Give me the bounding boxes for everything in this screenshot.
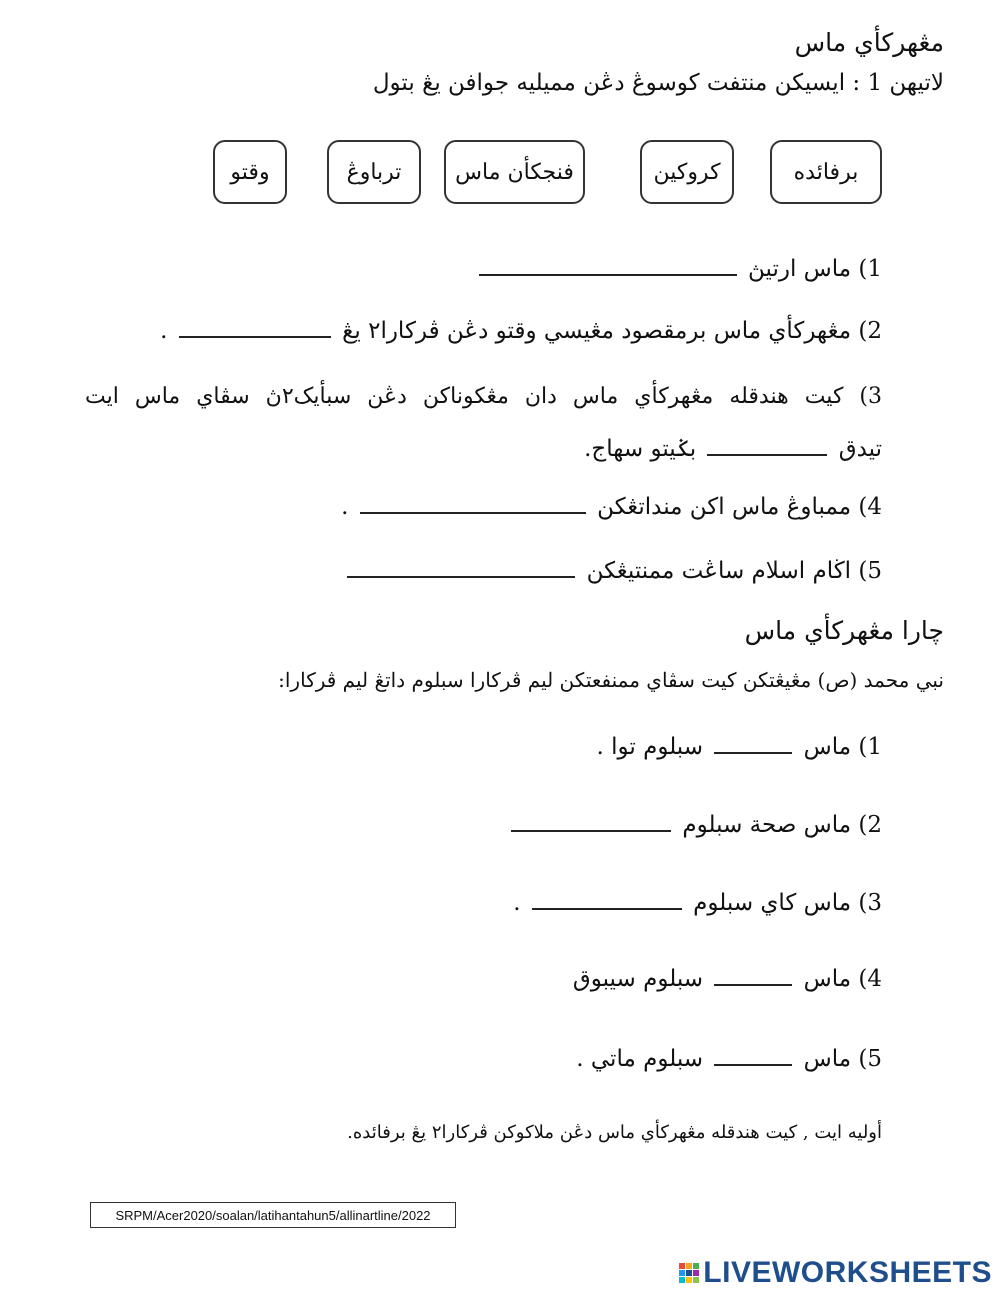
word-label: برفائده	[793, 159, 859, 185]
word-bank-option-1[interactable]	[770, 140, 882, 204]
item-prefix: 3) ماس کاي سبلوم	[693, 890, 882, 916]
item-prefix: 2) ماس صحة سبلوم	[682, 812, 882, 838]
item-suffix: سبلوم توا .	[596, 734, 704, 760]
word-bank-option-4[interactable]	[327, 140, 421, 204]
item-suffix: سبلوم سيبوق	[572, 966, 704, 992]
item-suffix: سبلوم ماتي .	[576, 1046, 704, 1072]
list-item	[573, 966, 882, 992]
reference-text: SRPM/Acer2020/soalan/latihantahun5/allinartline/2022	[115, 1207, 431, 1223]
logo-cell	[679, 1277, 685, 1283]
question-2	[160, 318, 882, 344]
answer-blank-s2-4[interactable]	[714, 984, 792, 986]
footnote: أوليه ايت , کيت هندقله مڠهرکأي ماس دڠن ملاکوکن ڤرکارا٢ يڠ برفائده.	[347, 1122, 882, 1143]
answer-blank-5[interactable]	[347, 576, 575, 578]
logo-cell	[693, 1270, 699, 1276]
question-text: 5) اڬام اسلام ساڠت ممنتيڠکن	[586, 558, 882, 584]
page-title: مڠهرکأي ماس	[794, 28, 944, 57]
answer-blank-1[interactable]	[479, 274, 737, 276]
logo-grid-icon	[679, 1263, 699, 1283]
word-bank-option-2[interactable]	[640, 140, 734, 204]
liveworksheets-logo	[679, 1256, 992, 1290]
word-label: ترباوڠ	[346, 159, 402, 185]
answer-blank-s2-1[interactable]	[714, 752, 792, 754]
word-label: کروکين	[653, 159, 721, 185]
question-suffix: بݢيتو سهاج.	[584, 436, 697, 462]
logo-cell	[686, 1270, 692, 1276]
item-prefix: 5) ماس	[803, 1046, 882, 1072]
word-label: فنجکأن ماس	[455, 159, 574, 185]
question-text: تيدق	[838, 436, 882, 462]
question-1	[475, 256, 882, 282]
logo-cell	[693, 1263, 699, 1269]
question-text: 4) ممباوڠ ماس اکن منداتڠکن	[597, 494, 882, 520]
question-3-line-1: 3) کيت هندقله مڠهرکأي ماس دان مڠکوناکن دڠن سبأيک٢ڽ سڤاي ماس ايت	[85, 384, 882, 409]
answer-blank-2[interactable]	[179, 336, 331, 338]
reference-box	[90, 1202, 456, 1228]
list-item	[513, 890, 882, 916]
logo-cell	[693, 1277, 699, 1283]
logo-cell	[679, 1263, 685, 1269]
question-4	[341, 494, 882, 520]
word-label: وقتو	[230, 159, 270, 185]
logo-cell	[686, 1277, 692, 1283]
answer-blank-s2-3[interactable]	[532, 908, 682, 910]
answer-blank-s2-2[interactable]	[511, 830, 671, 832]
question-text: 1) ماس ارتيڽ	[748, 256, 882, 282]
list-item	[596, 734, 882, 760]
instruction-text: لاتيهن 1 : ايسيکن منتفت کوسوڠ دڠن مميليه جوافن يڠ بتول	[372, 70, 944, 96]
item-prefix: 4) ماس	[803, 966, 882, 992]
question-text: 2) مڠهرکأي ماس برمقصود مڠيسي وقتو دڠن ڤرکارا٢ يڠ	[342, 318, 882, 344]
question-suffix: .	[341, 494, 349, 520]
logo-cell	[686, 1263, 692, 1269]
list-item	[576, 1046, 882, 1072]
section-2-subtitle: نبي محمد (ص) مڠيڠتکن کيت سڤاي ممنفعتکن ليم ڤرکارا سبلوم داتڠ ليم ڤرکارا:	[278, 668, 944, 692]
question-3-line-2	[584, 436, 882, 462]
logo-cell	[679, 1270, 685, 1276]
word-bank-option-5[interactable]	[213, 140, 287, 204]
answer-blank-3[interactable]	[707, 454, 827, 456]
item-prefix: 1) ماس	[803, 734, 882, 760]
item-suffix: .	[513, 890, 521, 916]
word-bank-option-3[interactable]	[444, 140, 585, 204]
question-suffix: .	[160, 318, 168, 344]
list-item	[507, 812, 882, 838]
logo-text: LIVEWORKSHEETS	[703, 1256, 992, 1289]
answer-blank-s2-5[interactable]	[714, 1064, 792, 1066]
answer-blank-4[interactable]	[360, 512, 586, 514]
question-5	[343, 558, 882, 584]
section-2-title: چارا مڠهرکأي ماس	[744, 616, 944, 645]
